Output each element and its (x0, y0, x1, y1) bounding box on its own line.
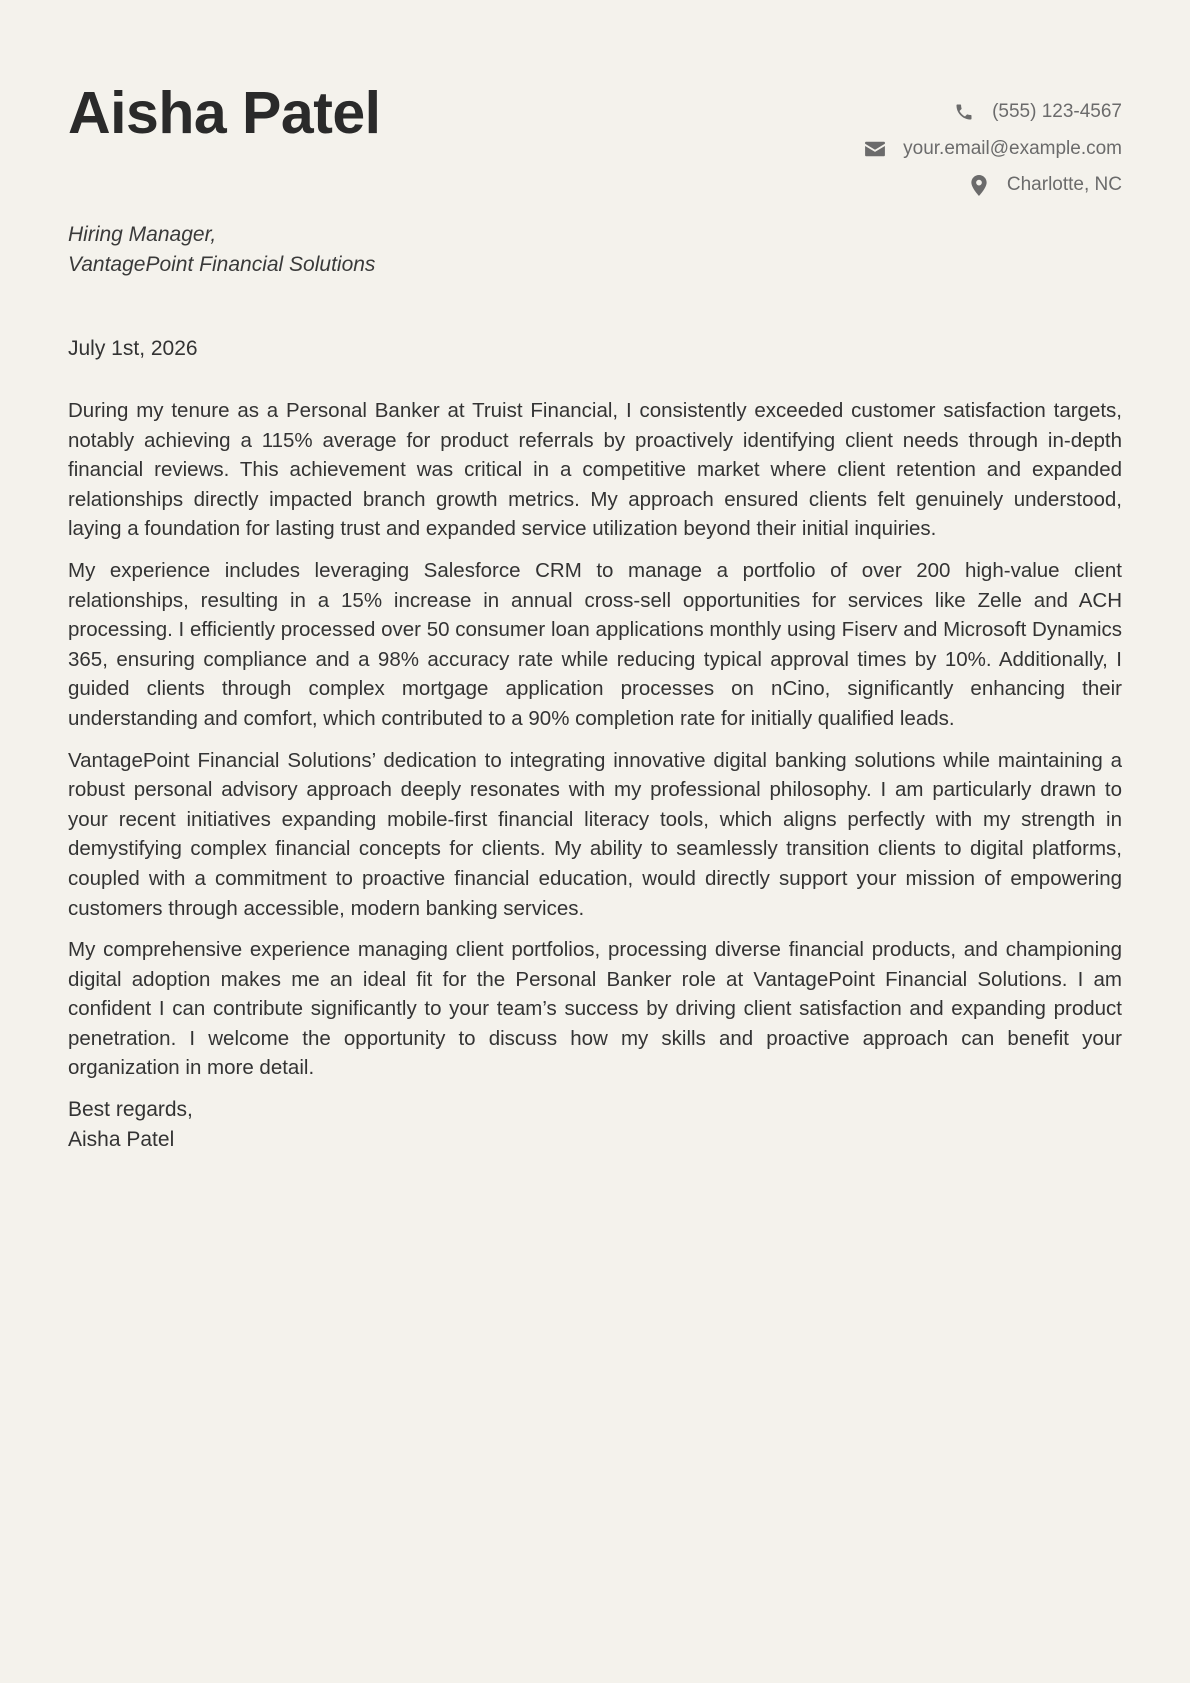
closing-signature: Aisha Patel (68, 1127, 175, 1151)
closing-block (68, 1095, 1122, 1154)
recipient-company: VantagePoint Financial Solutions (68, 253, 376, 276)
closing-salutation: Best regards, (68, 1098, 193, 1122)
body-paragraph: During my tenure as a Personal Banker at Truist Financial, I consistently exceeded customer satisfaction targets, notably achieving a 115% average for product referrals by proactively identifying client needs through in-depth financial reviews. This achievement was critical in a competitive market where client retention and expanded relationships directly impacted branch growth metrics. My approach ensured clients felt genuinely understood, laying a foundation for lasting trust and expanded service utilization beyond their initial inquiries. (68, 399, 1122, 541)
recipient-block (68, 220, 375, 280)
body-paragraph: My comprehensive experience managing client portfolios, processing diverse financial products, and championing digital adoption makes me an ideal fit for the Personal Banker role at VantagePoint Financial Solutions. I am confident I can contribute significantly to your team’s success by driving client satisfaction and expanding product penetration. I welcome the opportunity to discuss how my skills and proactive approach can benefit your organization in more detail. (68, 938, 1122, 1080)
recipient-title: Hiring Manager, (68, 223, 217, 246)
body-paragraph: VantagePoint Financial Solutions’ dedication to integrating innovative digital banking solutions while maintaining a robust personal advisory approach deeply resonates with my professional philosophy. I am particularly drawn to your recent initiatives expanding mobile-first financial literacy tools, which aligns perfectly with my strength in demystifying complex financial concepts for clients. My ability to seamlessly transition clients to digital platforms, coupled with a commitment to proactive financial education, would directly support your mission of empowering customers through accessible, modern banking services. (68, 748, 1122, 920)
contact-block (864, 94, 1122, 204)
contact-location-row (864, 167, 1122, 204)
envelope-icon (864, 138, 886, 160)
applicant-name: Aisha Patel (68, 80, 381, 146)
cover-letter-page (68, 0, 1122, 1683)
contact-phone: (555) 123-4567 (992, 101, 1122, 123)
contact-email-row (864, 131, 1122, 168)
letter-header (68, 0, 1122, 200)
letter-body (68, 396, 1122, 1154)
letter-date: July 1st, 2026 (68, 337, 198, 360)
body-paragraph: My experience includes leveraging Salesforce CRM to manage a portfolio of over 200 high-value client relationships, resulting in a 15% increase in annual cross-sell opportunities for services like Zelle and ACH processing. I efficiently processed over 50 consumer loan applications monthly using Fiserv and Microsoft Dynamics 365, ensuring compliance and a 98% accuracy rate while reducing typical approval times by 10%. Additionally, I guided clients through complex mortgage application processes on nCino, significantly enhancing their understanding and comfort, which contributed to a 90% completion rate for initially qualified leads. (68, 558, 1122, 730)
map-pin-icon (968, 174, 990, 196)
phone-icon (953, 101, 975, 123)
contact-phone-row (864, 94, 1122, 131)
contact-location: Charlotte, NC (1006, 174, 1122, 196)
contact-email: your.email@example.com (903, 137, 1122, 159)
